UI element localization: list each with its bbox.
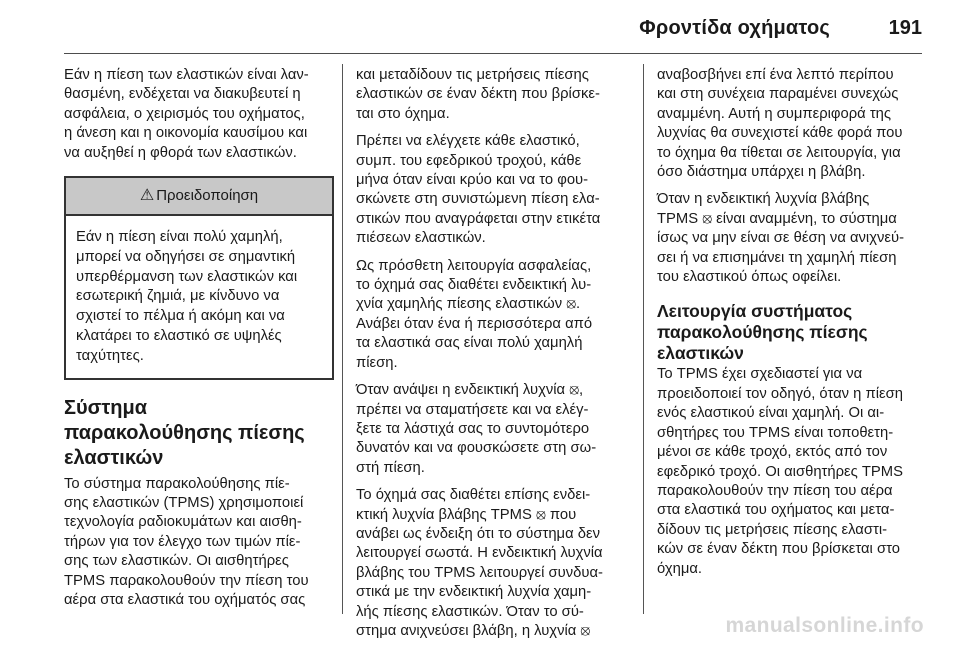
warning-triangle-icon: ⚠ [139, 187, 155, 205]
column-divider [643, 64, 644, 614]
intro-paragraph: Εάν η πίεση των ελαστικών είναι λαν- θασμένη, ενδέχεται να διακυβευτεί η ασφάλεια, ο χειρισμός του οχήματος, η άνεση και η οικονομία καυσίμου και να αυξηθεί η φθορά των ελαστικών. [64, 67, 309, 161]
warning-box [64, 176, 334, 380]
paragraph: Το όχημά σας διαθέτει επίσης ενδει- κτική λυχνία βλάβης TPMS ⦻ που ανάβει ως ένδειξη ότι το σύστημα δεν λειτουργεί σωστά. Η ενδεικτική λυχνία βλάβης του TPMS λειτουργεί συνδυα- στικά με την ενδεικτική λυχνία χαμη- λής πίεσης ελαστικών. Όταν το σύ- στημα ανιχνεύσει βλάβη, η λυχνία ⦻ [356, 487, 603, 639]
watermark: manualsonline.info [725, 614, 924, 637]
paragraph: Ως πρόσθετη λειτουργία ασφαλείας, το όχημά σας διαθέτει ενδεικτική λυ- χνία χαμηλής πίεσης ελαστικών ⦻. Ανάβει όταν ένα ή περισσότερα από τα ελαστικά σας είναι πολύ χαμηλή πίεση. [356, 257, 593, 371]
paragraph: Πρέπει να ελέγχετε κάθε ελαστικό, συμπ. του εφεδρικού τροχού, κάθε μήνα όταν είναι κρύο και να το φου- σκώνετε στη συνιστώμενη πίεση ελα- στικών που αναγράφεται στην ετικέτα πιέσεων ελαστικών. [356, 133, 601, 247]
section-paragraph: Το σύστημα παρακολούθησης πίε- σης ελαστικών (TPMS) χρησιμοποιεί τεχνολογία ραδιοκυμάτων και αισθη- τήρων για τον έλεγχο των τιμών πίε- σης των ελαστικών. Οι αισθητήρες TPMS παρακολουθούν την πίεση του αέρα στα ελαστικά του οχήματός σας [64, 475, 309, 609]
page-number: 191 [888, 17, 922, 39]
column-3 [657, 66, 927, 587]
column-divider [342, 64, 343, 614]
header-rule [64, 53, 922, 54]
paragraph: Όταν η ενδεικτική λυχνία βλάβης TPMS ⦻ είναι αναμμένη, το σύστημα ίσως να μην είναι σε θέση να ανιχνεύ- σει ή να επισημάνει τη χαμηλή πίεση του ελαστικού όπως οφείλει. [657, 191, 905, 286]
section-paragraph: Το TPMS έχει σχεδιαστεί για να προειδοποιεί τον οδηγό, όταν η πίεση ενός ελαστικού είναι χαμηλή. Οι αι- σθητήρες του TPMS είναι τοποθετη- μένοι σε κάθε τροχό, εκτός από τον εφεδρικό τροχό. Οι αισθητήρες TPMS παρακολουθούν την πίεση του αέρα στα ελαστικά του οχήματος και μετα- δίδουν τις μετρήσεις πίεσης ελαστι- κών σε έναν δέκτη που βρίσκεται στο όχημα. [657, 366, 903, 577]
warning-title: Προειδοποίηση [156, 187, 259, 205]
paragraph: αναβοσβήνει επί ένα λεπτό περίπου και στη συνέχεια παραμένει συνεχώς αναμμένη. Αυτή η συμπεριφορά της λυχνίας θα συνεχιστεί κάθε φορά που το όχημα θα τίθεται σε λειτουργία, για όσο διάστημα υπάρχει η βλάβη. [657, 67, 903, 181]
section-heading: Λειτουργία συστήματος παρακολούθησης πίεσης ελαστικών [657, 301, 868, 364]
running-header-title: Φροντίδα οχήματος [639, 17, 830, 39]
column-1 [64, 66, 334, 618]
paragraph: Όταν ανάψει η ενδεικτική λυχνία ⦻, πρέπει να σταματήσετε και να ελέγ- ξετε τα λάστιχά σας το συντομότερο δυνατόν και να φουσκώσετε στη σω- στή πίεση. [356, 382, 597, 476]
warning-text: Εάν η πίεση είναι πολύ χαμηλή, μπορεί να οδηγήσει σε σημαντική υπερθέρμανση των ελαστικών και εσωτερική ζημιά, με κίνδυνο να σχιστεί το πέλμα ή ακόμη και να κλατάρει το ελαστικό σε υψηλές ταχύτητες. [76, 229, 298, 364]
column-2 [356, 66, 626, 649]
section-heading: Σύστημα παρακολούθησης πίεσης ελαστικών [64, 396, 305, 469]
paragraph: και μεταδίδουν τις μετρήσεις πίεσης ελαστικών σε έναν δέκτη που βρίσκε- ται στο όχημα. [356, 67, 600, 122]
warning-header [66, 178, 332, 216]
